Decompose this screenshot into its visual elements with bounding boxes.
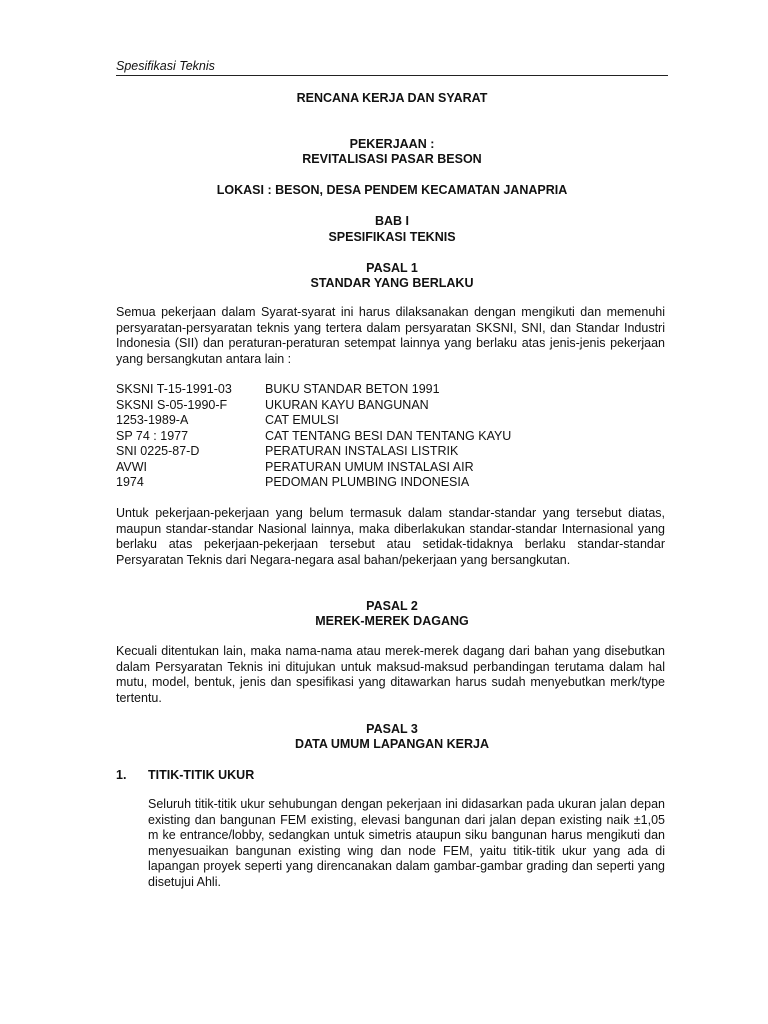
table-row: [116, 382, 511, 398]
table-row: [116, 398, 511, 414]
work-name: REVITALISASI PASAR BESON: [302, 152, 482, 166]
standard-code: 1974: [116, 475, 144, 489]
standards-table: [116, 382, 511, 491]
pasal-3-title: DATA UMUM LAPANGAN KERJA: [295, 737, 489, 751]
standard-name: UKURAN KAYU BANGUNAN: [265, 397, 429, 412]
pasal-1-number: PASAL 1: [366, 261, 418, 275]
item-1-paragraph: Seluruh titik-titik ukur sehubungan dengan pekerjaan ini didasarkan pada ukuran jalan depan existing dan bangunan FEM existing, elevasi bangunan dari jalan depan existing naik ±1,05 m ke entrance/lobby, sedangkan untuk simetris ataupun siku bangunan harus mengikuti dan menyesuaikan bangunan existing wing dan node FEM, yaitu titik-titik ukur yang ada di lapangan proyek seperti yang direncanakan dalam gambar-gambar grading dan seperti yang disetujui Ahli.: [148, 797, 665, 889]
table-row: [116, 429, 511, 445]
item-1-title: TITIK-TITIK UKUR: [148, 768, 255, 782]
standard-code: 1253-1989-A: [116, 413, 189, 427]
table-row: [116, 413, 511, 429]
pasal-2-paragraph: Kecuali ditentukan lain, maka nama-nama atau merek-merek dagang dari bahan yang disebutkan dalam Persyaratan Teknis ini ditujukan untuk maksud-maksud perbandingan terutama dalam hal mutu, model, bentuk, jenis dan spesifikasi yang ditawarkan harus sudah menyebutkan merk/type tertentu.: [116, 644, 665, 705]
pasal-2-title: MEREK-MEREK DAGANG: [315, 614, 469, 628]
pasal-1-closing-paragraph: Untuk pekerjaan-pekerjaan yang belum termasuk dalam standar-standar yang tersebut diatas, maupun standar-standar Nasional lainnya, maka diberlakukan standar-standar Internasional yang berlaku atas pekerjaan-pekerjaan tersebut atau setidak-tidaknya berlaku standar-standar Persyaratan Teknis dari Negara-negara asal bahan/pekerjaan yang bersangkutan.: [116, 506, 665, 567]
item-1-heading: [116, 767, 254, 783]
chapter-title: SPESIFIKASI TEKNIS: [328, 230, 456, 244]
running-header-title: Spesifikasi Teknis: [116, 59, 215, 73]
pasal-3-number: PASAL 3: [366, 722, 418, 736]
table-row: [116, 475, 511, 491]
standard-name: CAT EMULSI: [265, 413, 339, 427]
standard-code: SKSNI S-05-1990-F: [116, 397, 228, 412]
standard-code: AVWI: [116, 459, 148, 474]
document-title: RENCANA KERJA DAN SYARAT: [296, 91, 488, 105]
standard-name: PERATURAN UMUM INSTALASI AIR: [265, 459, 474, 474]
standard-code: SKSNI T-15-1991-03: [116, 382, 232, 396]
running-header: [116, 57, 668, 76]
pasal-1-title: STANDAR YANG BERLAKU: [310, 276, 474, 290]
table-row: [116, 460, 511, 476]
standard-name: CAT TENTANG BESI DAN TENTANG KAYU: [265, 428, 512, 443]
standard-code: SP 74 : 1977: [116, 428, 189, 443]
standard-name: PERATURAN INSTALASI LISTRIK: [265, 444, 459, 458]
standard-name: BUKU STANDAR BETON 1991: [265, 382, 440, 396]
standard-name: PEDOMAN PLUMBING INDONESIA: [265, 475, 470, 489]
work-label: PEKERJAAN :: [349, 137, 435, 151]
item-1-number: 1.: [116, 768, 127, 782]
pasal-1-intro-paragraph: Semua pekerjaan dalam Syarat-syarat ini harus dilaksanakan dengan mengikuti dan memenuhi persyaratan-persyaratan teknis yang tertera dalam persyaratan SKSNI, SNI, dan Standar Industri Indonesia (SII) dan peraturan-peraturan setempat lainnya yang berlaku atas jenis-jenis pekerjaan yang bersangkutan antara lain :: [116, 305, 665, 366]
standard-code: SNI 0225-87-D: [116, 444, 200, 458]
pasal-2-number: PASAL 2: [366, 599, 418, 613]
location-line: LOKASI : BESON, DESA PENDEM KECAMATAN JANAPRIA: [216, 183, 568, 197]
table-row: [116, 444, 511, 460]
chapter-number: BAB I: [374, 214, 410, 228]
